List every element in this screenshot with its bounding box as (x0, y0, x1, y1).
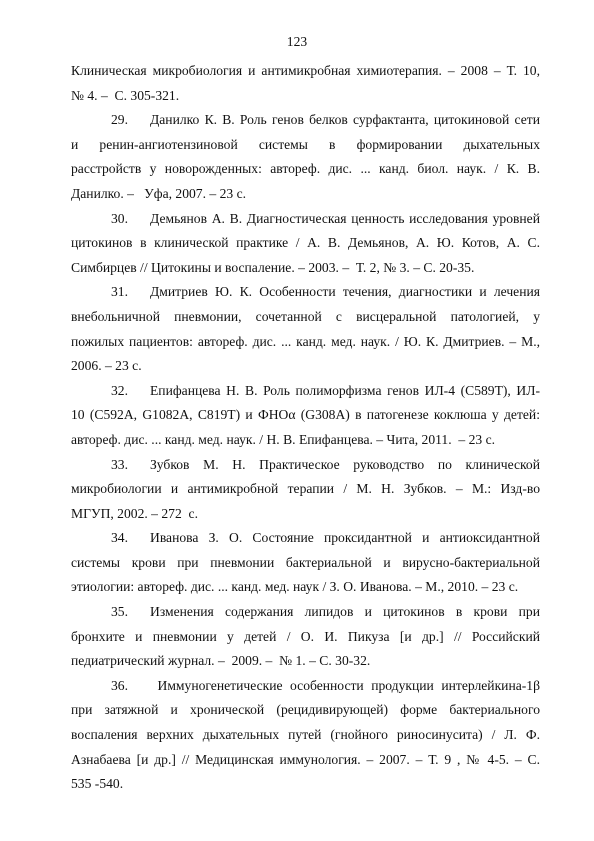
reference-text: Иванова З. О. Состояние проксидантной и антиоксидантной (150, 530, 540, 546)
reference-text-line (71, 748, 540, 773)
reference-text-line (71, 403, 540, 428)
reference-text-line (71, 305, 540, 330)
reference-number: 29. (111, 112, 128, 128)
reference-entry-start-line (71, 379, 540, 404)
reference-number: 32. (111, 382, 128, 398)
reference-text-line (71, 182, 540, 207)
reference-text-line (71, 625, 540, 650)
reference-text-line (71, 330, 540, 355)
reference-text: и ренин-ангиотензиновой системы в формировании дыхательных (71, 136, 540, 152)
reference-text-line (71, 502, 540, 527)
reference-text: № 4. – С. 305-321. (71, 87, 180, 103)
reference-text: Клиническая микробиология и антимикробная химиотерапия. – 2008 – Т. 10, (71, 63, 540, 78)
reference-text: 2006. – 23 с. (71, 358, 142, 374)
reference-entry-start-line (71, 280, 540, 305)
reference-text: пожилых пациентов: автореф. дис. ... канд. мед. наук. / Ю. К. Дмитриев. – М., (71, 333, 540, 349)
reference-text-line (71, 157, 540, 182)
reference-text-line (71, 59, 540, 84)
reference-text: Изменения содержания липидов и цитокинов в крови при (150, 604, 540, 620)
reference-text: Зубков М. Н. Практическое руководство по клинической (150, 456, 540, 472)
reference-text: этиологии: автореф. дис. ... канд. мед. наук / З. О. Иванова. – М., 2010. – 23 с. (71, 579, 519, 595)
reference-number: 35. (111, 604, 128, 620)
reference-text: 535 -540. (71, 776, 124, 792)
reference-text-line (71, 354, 540, 379)
reference-number: 31. (111, 284, 128, 300)
reference-entry-start-line (71, 526, 540, 551)
reference-text-line (71, 551, 540, 576)
reference-text-line (71, 84, 540, 109)
reference-text: автореф. дис. ... канд. мед. наук. / Н. В. Епифанцева. – Чита, 2011. – 23 с. (71, 431, 496, 447)
page-number: 123 (286, 34, 308, 49)
reference-text: системы крови при пневмонии бактериальной и вирусно-бактериальной (71, 554, 540, 570)
reference-entry-start-line (71, 600, 540, 625)
reference-text: 10 (С592А, G1082A, С819Т) и ФНОα (G308A) в патогенезе коклюша у детей: (71, 407, 540, 423)
reference-text: Демьянов А. В. Диагностическая ценность исследования уровней (150, 210, 540, 226)
reference-text: Азнабаева [и др.] // Медицинская иммунология. – 2007. – Т. 9 , № 4-5. – С. (71, 751, 540, 767)
reference-text-line (71, 698, 540, 723)
reference-entry-start-line (71, 674, 540, 699)
reference-text-line (71, 772, 540, 797)
reference-text: Данилко К. В. Роль генов белков сурфактанта, цитокиновой сети (150, 112, 540, 128)
reference-text: МГУП, 2002. – 272 с. (71, 505, 198, 521)
reference-text: Иммуногенетические особенности продукции интерлейкина-1β (150, 677, 540, 693)
reference-number: 33. (111, 456, 128, 472)
reference-text-line (71, 231, 540, 256)
reference-text-line (71, 133, 540, 158)
reference-number: 34. (111, 530, 128, 546)
reference-text: Епифанцева Н. В. Роль полиморфизма генов ИЛ-4 (С589Т), ИЛ- (150, 382, 540, 398)
reference-text-line (71, 649, 540, 674)
reference-text: расстройств у новорожденных: автореф. дис. ... канд. биол. наук. / К. В. (71, 161, 540, 177)
reference-text-line (71, 575, 540, 600)
reference-text: педиатрический журнал. – 2009. – № 1. – С. 30-32. (71, 653, 371, 669)
reference-text: воспаления верхних дыхательных путей (гнойного риносинусита) / Л. Ф. (71, 727, 540, 743)
reference-list (71, 59, 540, 797)
reference-text: при затяжной и хронической (рецидивирующей) форме бактериального (71, 702, 540, 718)
reference-entry-start-line (71, 207, 540, 232)
reference-text: бронхите и пневмонии у детей / О. И. Пикуза [и др.] // Российский (71, 628, 540, 644)
reference-text: цитокинов в клинической практике / А. В. Демьянов, А. Ю. Котов, А. С. (71, 235, 540, 251)
reference-text: внебольничной пневмонии, сочетанной с висцеральной патологией, у (71, 308, 540, 324)
reference-entry-start-line (71, 108, 540, 133)
reference-text-line (71, 256, 540, 281)
reference-text-line (71, 477, 540, 502)
reference-text: Данилко. – Уфа, 2007. – 23 с. (71, 185, 247, 201)
reference-text-line (71, 428, 540, 453)
reference-text-line (71, 723, 540, 748)
reference-text: Дмитриев Ю. К. Особенности течения, диагностики и лечения (150, 284, 540, 300)
reference-entry-start-line (71, 453, 540, 478)
reference-number: 36. (111, 677, 128, 693)
reference-text: Симбирцев // Цитокины и воспаление. – 2003. – Т. 2, № 3. – С. 20-35. (71, 259, 475, 275)
reference-text: микробиологии и антимикробной терапии / М. Н. Зубков. – М.: Изд-во (71, 481, 540, 497)
reference-number: 30. (111, 210, 128, 226)
